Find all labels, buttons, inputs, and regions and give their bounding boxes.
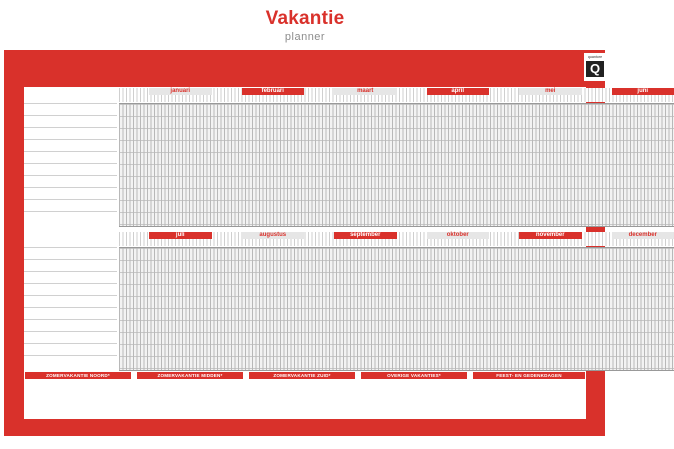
bottom-planner-grid[interactable]	[119, 247, 674, 371]
brand-logo-text: quantore	[587, 55, 603, 59]
info-section	[25, 372, 585, 418]
bottom-name-lines	[24, 247, 117, 369]
bottom-row-markers	[8, 247, 24, 369]
top-month-mei: mei	[519, 88, 582, 95]
bottom-month-oktober: oktober	[427, 232, 490, 239]
top-month-januari: januari	[149, 88, 212, 95]
top-row-marker	[8, 129, 20, 136]
bottom-row-marker	[8, 345, 20, 352]
info-text-overige	[361, 381, 467, 394]
top-row-marker	[8, 165, 20, 172]
info-header-overige: OVERIGE VAKANTIES*	[361, 372, 467, 379]
bottom-name-line[interactable]	[24, 343, 117, 344]
top-row-markers	[8, 103, 24, 225]
top-month-februari: februari	[242, 88, 305, 95]
bottom-name-line[interactable]	[24, 283, 117, 284]
bottom-row-marker	[8, 357, 20, 364]
bottom-row-marker	[8, 273, 20, 280]
bottom-month-december: december	[612, 232, 674, 239]
bottom-name-line[interactable]	[24, 355, 117, 356]
info-panel-overige	[361, 372, 467, 418]
info-header-feestdagen: FEEST- EN GEDENKDAGEN	[473, 372, 585, 379]
top-name-line[interactable]	[24, 115, 117, 116]
top-name-line[interactable]	[24, 199, 117, 200]
top-row-marker	[8, 153, 20, 160]
bottom-name-line[interactable]	[24, 295, 117, 296]
bottom-name-line[interactable]	[24, 247, 117, 248]
bottom-month-juli: juli	[149, 232, 212, 239]
top-row-marker	[8, 177, 20, 184]
bottom-row-marker	[8, 285, 20, 292]
bottom-name-line[interactable]	[24, 331, 117, 332]
info-header-zuid: ZOMERVAKANTIE ZUID*	[249, 372, 355, 379]
bottom-row-marker	[8, 333, 20, 340]
bottom-month-augustus: augustus	[242, 232, 305, 239]
top-row-marker	[8, 213, 20, 220]
top-name-lines	[24, 103, 117, 225]
top-planner-grid[interactable]	[119, 103, 674, 227]
top-row-marker	[8, 141, 20, 148]
planner-sheet	[24, 87, 657, 419]
info-text-midden	[137, 381, 243, 398]
top-name-line[interactable]	[24, 211, 117, 212]
info-header-noord: ZOMERVAKANTIE NOORD*	[25, 372, 131, 379]
page-subtitle: planner	[284, 31, 326, 43]
top-name-line[interactable]	[24, 187, 117, 188]
top-name-line[interactable]	[24, 139, 117, 140]
bottom-row-marker	[8, 309, 20, 316]
top-row-marker	[8, 117, 20, 124]
info-panel-noord	[25, 372, 131, 418]
info-panel-zuid	[249, 372, 355, 418]
top-name-line[interactable]	[24, 151, 117, 152]
bottom-month-september: september	[334, 232, 397, 239]
brand-logo	[584, 53, 606, 81]
info-header-midden: ZOMERVAKANTIE MIDDEN*	[137, 372, 243, 379]
info-text-noord	[25, 381, 131, 402]
bottom-name-line[interactable]	[24, 259, 117, 260]
bottom-month-header	[119, 232, 674, 239]
top-month-header	[119, 88, 674, 95]
top-row-marker	[8, 201, 20, 208]
top-month-maart: maart	[334, 88, 397, 95]
info-panel-feestdagen	[473, 372, 585, 418]
top-month-april: april	[427, 88, 490, 95]
brand-logo-letter: Q	[586, 61, 604, 77]
bottom-row-marker	[8, 249, 20, 256]
top-month-juni: juni	[612, 88, 674, 95]
top-row-marker	[8, 189, 20, 196]
bottom-name-line[interactable]	[24, 307, 117, 308]
bottom-week-strip	[119, 240, 674, 246]
bottom-row-marker	[8, 297, 20, 304]
top-name-line[interactable]	[24, 103, 117, 104]
info-text-feestdagen	[473, 381, 585, 398]
page-title: Vakantie	[265, 8, 345, 29]
bottom-month-november: november	[519, 232, 582, 239]
top-name-line[interactable]	[24, 175, 117, 176]
bottom-row-marker	[8, 261, 20, 268]
top-name-line[interactable]	[24, 127, 117, 128]
info-panel-midden	[137, 372, 243, 418]
bottom-row-marker	[8, 321, 20, 328]
bottom-name-line[interactable]	[24, 271, 117, 272]
bottom-name-line[interactable]	[24, 319, 117, 320]
top-week-strip	[119, 96, 674, 102]
top-row-marker	[8, 105, 20, 112]
planner-board	[4, 50, 657, 436]
top-name-line[interactable]	[24, 163, 117, 164]
info-text-zuid	[249, 381, 355, 394]
